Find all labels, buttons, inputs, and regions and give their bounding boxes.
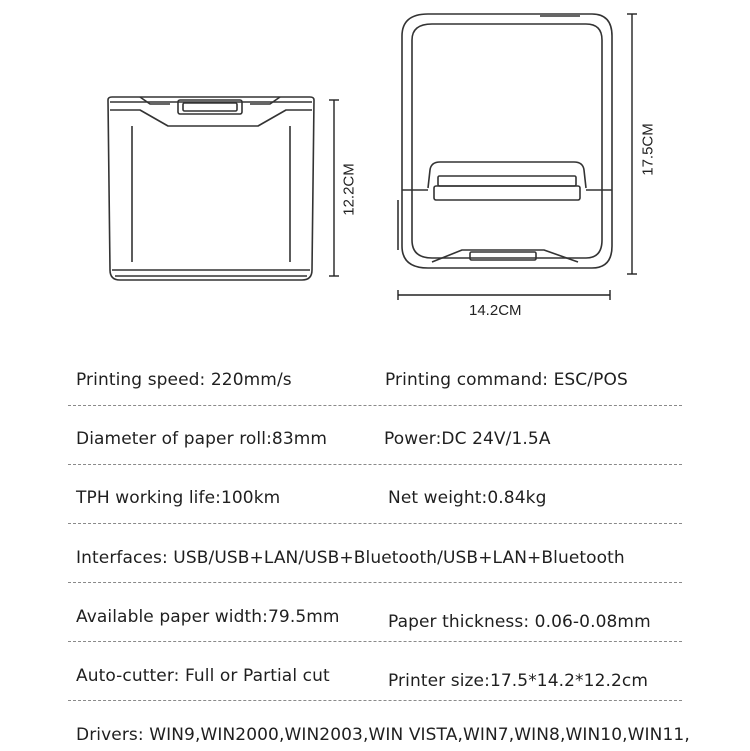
printer-line-drawings: [0, 0, 750, 340]
spec-row-6: [68, 642, 682, 701]
spec-row-5: [68, 583, 682, 642]
width-dimension-label: 14.2CM: [469, 302, 522, 319]
height-dimension-label: 12.2CM: [340, 163, 358, 216]
printing-command: Printing command: ESC/POS: [385, 370, 628, 390]
spec-row-3: [68, 465, 682, 524]
tph-working-life: TPH working life:100km: [76, 488, 281, 508]
drivers: Drivers: WIN9,WIN2000,WIN2003,WIN VISTA,WIN7,WIN8,WIN10,WIN11,: [76, 725, 690, 745]
printer-top-view: [398, 14, 612, 268]
auto-cutter: Auto-cutter: Full or Partial cut: [76, 666, 330, 686]
depth-dimension-label: 17.5CM: [639, 123, 657, 176]
spec-row-4: [68, 524, 682, 583]
dimension-drawing: [0, 0, 750, 340]
paper-roll-diameter: Diameter of paper roll:83mm: [76, 429, 328, 449]
power: Power:DC 24V/1.5A: [384, 429, 551, 449]
spec-row-1: [68, 347, 682, 406]
spec-row-7: [68, 701, 690, 751]
available-paper-width: Available paper width:79.5mm: [76, 607, 340, 627]
net-weight: Net weight:0.84kg: [388, 488, 547, 508]
interfaces: Interfaces: USB/USB+LAN/USB+Bluetooth/USB+LAN+Bluetooth: [76, 548, 625, 568]
spec-row-2: [68, 406, 682, 465]
paper-thickness: Paper thickness: 0.06-0.08mm: [388, 612, 651, 632]
printer-front-view: [108, 97, 314, 280]
printing-speed: Printing speed: 220mm/s: [76, 370, 292, 390]
printer-size: Printer size:17.5*14.2*12.2cm: [388, 671, 649, 691]
